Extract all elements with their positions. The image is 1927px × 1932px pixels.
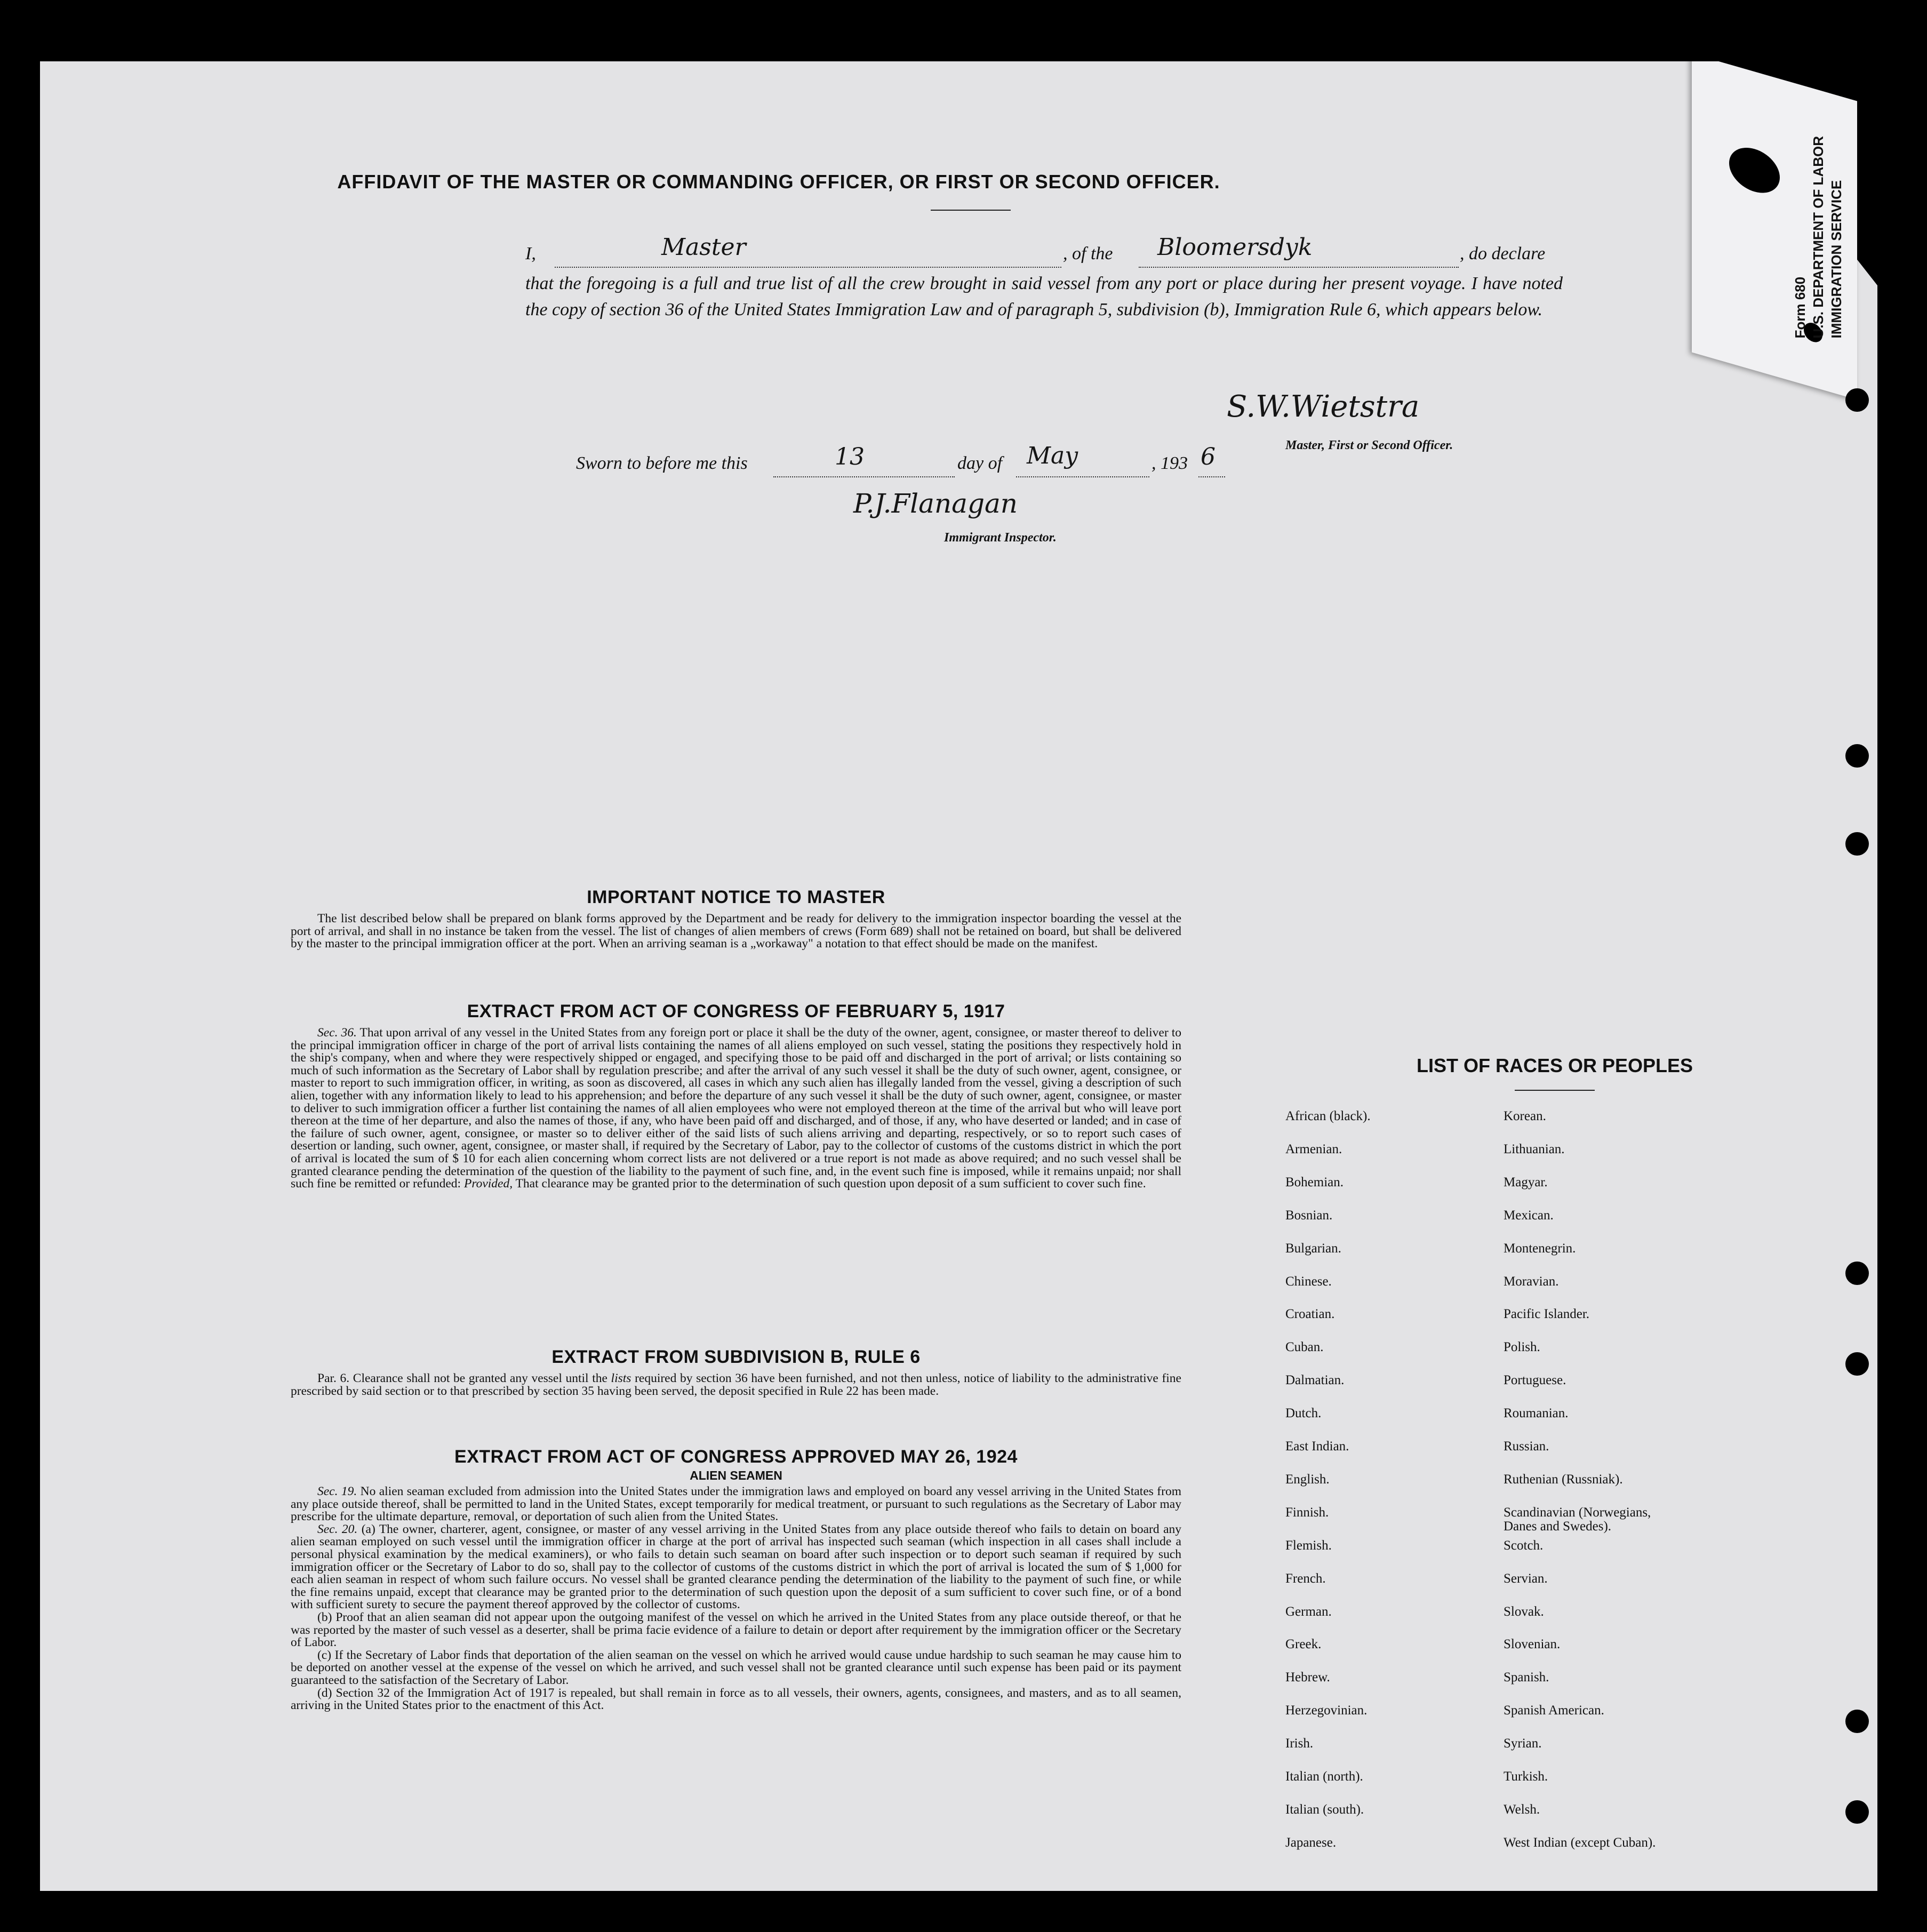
- binder-hole: [1845, 832, 1869, 856]
- provided-label: Provided,: [463, 1177, 513, 1191]
- i-label: I,: [525, 244, 536, 264]
- races-right-item: Russian.: [1504, 1439, 1549, 1454]
- races-right-item: Moravian.: [1504, 1274, 1559, 1289]
- races-right-item: Lithuanian.: [1504, 1141, 1565, 1156]
- races-right-item: Spanish.: [1504, 1670, 1549, 1685]
- races-left-item: Italian (south).: [1285, 1802, 1364, 1817]
- extract-1924-subtitle: ALIEN SEAMEN: [690, 1468, 782, 1482]
- notice-title: IMPORTANT NOTICE TO MASTER: [587, 887, 885, 907]
- races-right-item: Welsh.: [1504, 1802, 1540, 1817]
- inspector-line: [845, 498, 1160, 519]
- sec-20c-text: (c) If the Secretary of Labor finds that deportation of the alien seaman on the vessel on which he arrived would cause undue hardship to such seaman he may cause him to be deported on another vessel at the expense of the vessel on which he arrived, and such vessel shall not be granted clearance until such expense has been paid or its payment guaranteed to the satisfaction of the Secretary of Labor.: [291, 1648, 1181, 1687]
- races-left-item: Bulgarian.: [1285, 1241, 1341, 1256]
- races-right-item: Mexican.: [1504, 1208, 1554, 1223]
- sec-36-text-end: That clearance may be granted prior to the determination of such question upon deposit of a sum sufficient to cover such fine.: [515, 1177, 1146, 1191]
- day-of-label: day of: [957, 453, 1003, 473]
- races-right-item: Ruthenian (Russniak).: [1504, 1472, 1623, 1487]
- races-right-item: Korean.: [1504, 1109, 1546, 1123]
- races-right-item: Scotch.: [1504, 1538, 1544, 1553]
- binder-hole: [1845, 1352, 1869, 1376]
- rank-handwritten: Master: [661, 234, 746, 261]
- rule6-text-a: Par. 6. Clearance shall not be granted any vessel until the: [317, 1371, 607, 1385]
- affidavit-title: AFFIDAVIT OF THE MASTER OR COMMANDING OFFICER, OR FIRST OR SECOND OFFICER.: [337, 171, 1220, 193]
- binder-hole: [1845, 744, 1869, 768]
- races-left-item: Herzegovinian.: [1285, 1703, 1368, 1718]
- races-right-item: Portuguese.: [1504, 1373, 1566, 1388]
- vessel-field: [1139, 234, 1459, 268]
- races-rule: [1515, 1090, 1595, 1091]
- declaration-text: that the foregoing is a full and true list of all the crew brought in said vessel from any port or place during her present voyage. I have noted the copy of section 36 of the United States Immigration Law and of paragraph 5, subdivision (b), Immigration Rule 6, which appears below.: [525, 274, 1563, 320]
- year-field: [1198, 443, 1225, 477]
- do-declare-label: , do declare: [1460, 244, 1546, 264]
- races-left-item: Italian (north).: [1285, 1769, 1363, 1784]
- sec-20b-text: (b) Proof that an alien seaman did not appear upon the outgoing manifest of the vessel on which he arrived in the United States from any place outside thereof, or that he was reported by the master of such vessel as a deserter, shall be prima facie evidence of a failure to detain or deport after requirement by the immigration officer or the Secretary of Labor.: [291, 1610, 1181, 1650]
- races-right-item: Pacific Islander.: [1504, 1307, 1590, 1322]
- races-left-item: Dutch.: [1285, 1406, 1322, 1421]
- sworn-label: Sworn to before me this: [576, 453, 748, 473]
- races-title: LIST OF RACES OR PEOPLES: [1416, 1055, 1693, 1076]
- rule6-text-b: required by section 36 have been furnished, and not then unless, notice of liability to the administrative fine prescribed by said section or to that prescribed by section 35 having been served, the deposit specified in Rule 22 has been made.: [291, 1371, 1181, 1398]
- races-left-item: Finnish.: [1285, 1505, 1329, 1520]
- races-left-item: Irish.: [1285, 1736, 1314, 1751]
- races-left-item: Hebrew.: [1285, 1670, 1330, 1685]
- notice-paragraph: The list described below shall be prepared on blank forms approved by the Department and be ready for delivery to the immigration inspector boarding the vessel at the port of arrival, and shall in no instance be taken from the vessel. The list of changes of alien members of crews (Form 689) shall not be retained on board, but shall be delivered by the master to the principal immigration officer at the port. When an arriving seaman is a „workaway" a notation to that effect should be made on the manifest.: [291, 912, 1181, 951]
- races-right-item: Scandinavian (Norwegians, Danes and Swedes).: [1504, 1505, 1651, 1534]
- races-left-item: Bohemian.: [1285, 1175, 1344, 1189]
- races-right-item: Turkish.: [1504, 1769, 1548, 1784]
- inspector-signature: P.J.Flanagan: [853, 488, 1018, 519]
- races-left-item: African (black).: [1285, 1109, 1371, 1123]
- races-right-item: Montenegrin.: [1504, 1241, 1576, 1256]
- races-left-item: Bosnian.: [1285, 1208, 1333, 1223]
- races-left-item: Greek.: [1285, 1637, 1322, 1652]
- day-field: [773, 443, 955, 477]
- extract-1917-text: [291, 1027, 1181, 1191]
- races-right-item: Magyar.: [1504, 1175, 1548, 1189]
- races-right-item: Slovenian.: [1504, 1637, 1561, 1652]
- extract-rule6-title: EXTRACT FROM SUBDIVISION B, RULE 6: [551, 1347, 921, 1367]
- races-right-item: West Indian (except Cuban).: [1504, 1835, 1656, 1850]
- binder-hole: [1845, 1800, 1869, 1824]
- of-the-label: , of the: [1063, 244, 1113, 264]
- sec-36-text: That upon arrival of any vessel in the United States from any foreign port or place it shall be the duty of the owner, agent, consignee, or master thereof to deliver to the principal immigration officer in charge of the port of arrival lists containing the names of all aliens employed on such vessel, stating the positions they respectively hold in the ship's company, when and where they were respectively shipped or engaged, and specifying those to be paid off and discharged in the port of arrival; or lists containing so much of such information as the Secretary of Labor shall by regulation prescribe; and after the arrival of any such vessel it shall be the duty of such owner, agent, consignee, or master to report to such immigration officer, in writing, as soon as discovered, all cases in which any such alien has illegally landed from the vessel, giving a description of such alien, together with any information likely to lead to his apprehension; and before the departure of any such vessel it shall be the duty of such owner, agent, consignee, or master to deliver to such immigration officer a further list containing the names of all alien employees who were not employed thereon at the time of the arrival but who will leave port thereon at the time of her departure, and also the names of those, if any, who have been paid off and discharged, and of those, if any, who have deserted or landed; and in case of the failure of such owner, agent, consignee, or master so to deliver either of the said lists of such aliens arriving and departing, respectively, or so to report such cases of desertion or landing, such owner, agent, consignee, or master shall, if required by the Secretary of Labor, pay to the collector of customs of the customs district in which the port of arrival is located the sum of $ 10 for each alien concerning whom correct lists are not delivered or a true report is not made as above required; and no such vessel shall be granted clearance pending the determination of the question of the liability to the payment of such fine, and, in the event such fine is imposed, while it remains unpaid; nor shall such fine be remitted or refunded:: [291, 1026, 1181, 1191]
- races-left-item: Armenian.: [1285, 1141, 1342, 1156]
- races-right-item: Slovak.: [1504, 1604, 1544, 1619]
- races-left-item: Flemish.: [1285, 1538, 1332, 1553]
- month-handwritten: May: [1027, 442, 1078, 469]
- form-number: Form 680 U.S. DEPARTMENT OF LABOR IMMIGRATION SERVICE: [1792, 136, 1844, 339]
- year-prefix: , 193: [1152, 453, 1188, 473]
- races-left-item: Cuban.: [1285, 1340, 1324, 1355]
- races-left-item: English.: [1285, 1472, 1330, 1487]
- notice-text: [291, 913, 1181, 951]
- sec-20d-text: (d) Section 32 of the Immigration Act of 1917 is repealed, but shall remain in force as to all vessels, their owners, agents, consignees, and masters, and as to all seamen, arriving in the United States prior to the enactment of this Act.: [291, 1686, 1181, 1713]
- manifest-sheet: [40, 61, 1877, 1891]
- extract-1917-title: EXTRACT FROM ACT OF CONGRESS OF FEBRUARY 5, 1917: [467, 1001, 1005, 1021]
- races-right-item: Servian.: [1504, 1571, 1548, 1586]
- year-handwritten: 6: [1201, 443, 1216, 470]
- sec-19-text: No alien seaman excluded from admission into the United States under the immigration laws and employed on board any vessel arriving in the United States from any place outside thereof, shall be permitted to land in the United States, except temporarily for medical treatment, or pursuant to such regulations as the Secretary of Labor may prescribe for the ultimate departure, removal, or deportation of such alien from the United States.: [291, 1484, 1181, 1524]
- races-left-item: Japanese.: [1285, 1835, 1337, 1850]
- sec-19-label: Sec. 19.: [317, 1484, 357, 1498]
- month-field: [1016, 442, 1149, 477]
- races-left-item: East Indian.: [1285, 1439, 1349, 1454]
- sec-20a-text: (a) The owner, charterer, agent, consignee, or master of any vessel arriving in the United States from any place outside thereof who fails to detain on board any alien seaman employed on such vessel until the immigration officer in charge at the port of arrival has inspected such seaman (which inspection in all cases shall include a personal physical examination by the medical examiners), or who fails to detain such seaman on board after such inspection or to deport such seaman if required by such immigration officer or the Secretary of Labor to do so, shall pay to the collector of customs of the customs district in which the port of arrival is located the sum of $ 1,000 for each alien seaman in respect of whom such failure occurs. No vessel shall be granted clearance pending the determination of the liability to the payment of such fine, or while the fine remains unpaid, except that clearance may be granted prior to the determination of such question upon the deposit of a sum sufficient to cover such fine, or of a bond with sufficient surety to secure the payment thereof approved by the collector of customs.: [291, 1522, 1181, 1612]
- extract-rule6-text: [291, 1372, 1181, 1398]
- inspector-caption: Immigrant Inspector.: [944, 531, 1057, 545]
- sec-20-label: Sec. 20.: [317, 1522, 358, 1536]
- day-handwritten: 13: [835, 443, 865, 470]
- lists-label: lists: [611, 1371, 631, 1385]
- title-rule: [931, 210, 1011, 211]
- races-left-item: Dalmatian.: [1285, 1373, 1345, 1388]
- races-left-item: Chinese.: [1285, 1274, 1332, 1289]
- races-right-item: Roumanian.: [1504, 1406, 1569, 1421]
- races-right-item: Polish.: [1504, 1340, 1540, 1355]
- races-left-item: German.: [1285, 1604, 1332, 1619]
- races-left-item: French.: [1285, 1571, 1326, 1586]
- binder-hole: [1845, 1262, 1869, 1285]
- races-left-item: Croatian.: [1285, 1307, 1335, 1322]
- punch-hole: [1729, 142, 1780, 199]
- sec-36-label: Sec. 36.: [317, 1026, 357, 1040]
- rank-field: [555, 234, 1061, 268]
- binder-hole: [1845, 1710, 1869, 1733]
- master-signature: S.W.Wietstra: [1227, 389, 1420, 424]
- extract-1924-title: EXTRACT FROM ACT OF CONGRESS APPROVED MAY 26, 1924: [454, 1447, 1018, 1467]
- extract-1924-text: [291, 1486, 1181, 1712]
- binder-hole: [1845, 388, 1869, 412]
- vessel-handwritten: Bloomersdyk: [1157, 234, 1313, 261]
- signature-caption: Master, First or Second Officer.: [1285, 438, 1453, 452]
- races-right-item: Spanish American.: [1504, 1703, 1604, 1718]
- races-right-item: Syrian.: [1504, 1736, 1542, 1751]
